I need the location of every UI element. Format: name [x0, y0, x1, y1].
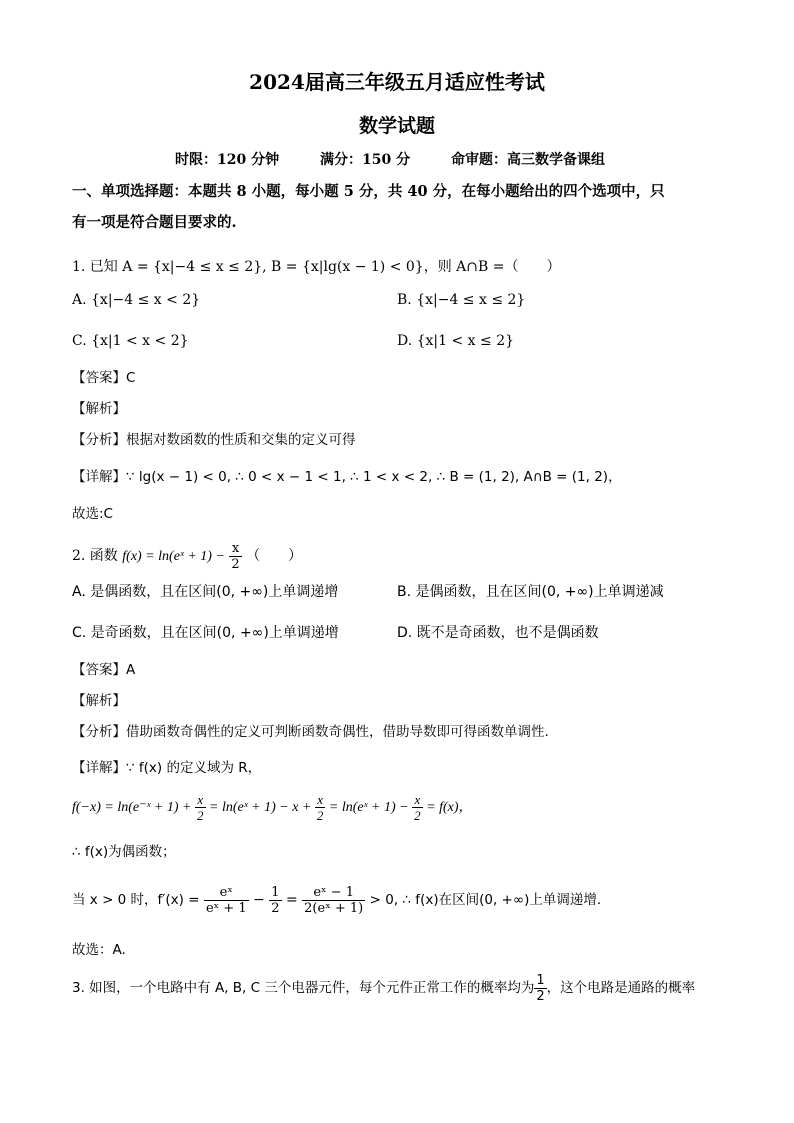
q2-stem: [72, 538, 302, 575]
setter: 命审题：高三数学备课组: [450, 152, 605, 168]
q2-option-a: A. 是偶函数，且在区间(0, +∞)上单调递增: [72, 584, 339, 600]
q2-stem-prefix: 2. 函数: [72, 548, 118, 564]
denominator: 2: [197, 808, 204, 824]
q2-option-d: D. 既不是奇函数，也不是偶函数: [397, 625, 599, 641]
detail-text: ∵ f(x) 的定义域为 R，: [126, 760, 262, 776]
minus-sign: −: [253, 892, 265, 908]
denominator: 2: [316, 808, 324, 824]
q1-option-b: B. {x|−4 ≤ x ≤ 2}: [397, 292, 526, 308]
q1-stem: 1. 已知 A = {x|−4 ≤ x ≤ 2}, B = {x|lg(x − 1) < 0}，则 A∩B =（ ）: [72, 259, 561, 275]
answer-value: A: [126, 662, 136, 678]
numerator: x: [229, 541, 241, 557]
detail2-d: = f(x)，: [426, 800, 473, 815]
q2-analysis-tag: 【解析】: [72, 693, 126, 709]
numerator: 1: [536, 972, 545, 988]
detail2-b: = ln(eˣ + 1) − x +: [209, 800, 312, 815]
numerator: x: [195, 792, 206, 808]
detail-text: ∵ lg(x − 1) < 0, ∴ 0 < x − 1 < 1, ∴ 1 < x < 2, ∴ B = (1, 2), A∩B = (1, 2)，: [126, 469, 622, 485]
q1-detail: [72, 467, 622, 487]
numerator: x: [315, 792, 326, 808]
q3-stem-b: ，这个电路是通路的概率: [546, 980, 696, 996]
q2-answer: [72, 660, 135, 680]
frac-ex-over-ex-plus-1: [204, 885, 249, 916]
full-score: 满分：150 分: [319, 152, 411, 168]
detail-tag: 【详解】: [72, 760, 126, 776]
answer-value: C: [126, 370, 136, 386]
q2-detail4: [72, 880, 601, 920]
q2-stem-formula: f(x) = ln(eˣ + 1) −: [122, 549, 225, 564]
detail2-a: f(−x) = ln(e⁻ˣ + 1) +: [72, 800, 192, 815]
q2-fenxi: [72, 722, 549, 742]
q2-detail3: ∴ f(x)为偶函数；: [72, 844, 176, 860]
detail4-a: 当 x > 0 时，f′(x) =: [72, 892, 200, 908]
answer-tag: 【答案】: [72, 370, 126, 386]
numerator: x: [412, 792, 423, 808]
section-heading-line1: 一、单项选择题：本题共 8 小题，每小题 5 分，共 40 分，在每小题给出的四个选项中，只: [72, 183, 665, 200]
denominator: 2: [231, 556, 240, 572]
frac-one-half: [534, 973, 546, 1004]
denominator: eˣ + 1: [205, 900, 247, 916]
q1-answer: [72, 368, 135, 388]
q1-option-a: A. {x|−4 ≤ x < 2}: [72, 292, 201, 308]
detail-tag: 【详解】: [72, 469, 126, 485]
q3-stem: [72, 972, 695, 1004]
q1-analysis-tag: 【解析】: [72, 401, 126, 417]
subject-title: 数学试题: [358, 115, 435, 137]
detail2-c: = ln(eˣ + 1) −: [328, 800, 409, 815]
denominator: 2(eˣ + 1): [304, 900, 364, 916]
q1-option-d: D. {x|1 < x ≤ 2}: [397, 333, 515, 349]
frac-x-over-2: [195, 792, 206, 823]
q2-detail2: [72, 790, 473, 826]
section-heading-line2: 有一项是符合题目要求的.: [72, 214, 237, 231]
answer-tag: 【答案】: [72, 662, 126, 678]
fenxi-tag: 【分析】: [72, 432, 126, 448]
detail4-b: > 0, ∴ f(x)在区间(0, +∞)上单调递增.: [369, 892, 602, 908]
q2-option-c: C. 是奇函数，且在区间(0, +∞)上单调递增: [72, 625, 339, 641]
q2-stem-fraction: [229, 541, 241, 572]
q1-option-c: C. {x|1 < x < 2}: [72, 333, 189, 349]
frac-one-half: [269, 885, 281, 916]
denominator: 2: [536, 988, 545, 1004]
numerator: 1: [271, 884, 280, 900]
numerator: eˣ: [204, 885, 249, 901]
fenxi-tag: 【分析】: [72, 724, 126, 740]
q1-choose: 故选:C: [72, 506, 113, 522]
fenxi-text: 根据对数函数的性质和交集的定义可得: [126, 432, 356, 448]
fenxi-text: 借助函数奇偶性的定义可判断函数奇偶性，借助导数即可得函数单调性.: [126, 724, 549, 740]
q2-option-b: B. 是偶函数，且在区间(0, +∞)上单调递减: [397, 584, 664, 600]
frac-x-over-2: [315, 792, 326, 823]
exam-info: [175, 150, 605, 170]
equals-sign: =: [285, 892, 298, 908]
numerator: eˣ − 1: [302, 885, 365, 901]
q2-choose: 故选：A.: [72, 942, 126, 958]
exam-title: 2024届高三年级五月适应性考试: [249, 70, 545, 94]
time-limit: 时限：120 分钟: [175, 152, 280, 168]
q3-stem-a: 3. 如图，一个电路中有 A, B, C 三个电器元件，每个元件正常工作的概率均为: [72, 980, 535, 996]
denominator: 2: [414, 808, 421, 824]
denominator: 2: [271, 900, 280, 916]
q2-stem-suffix: （ ）: [246, 548, 303, 564]
frac-x-over-2: [412, 792, 423, 823]
frac-derivative: [302, 885, 365, 916]
q2-detail1: [72, 758, 261, 778]
q1-fenxi: [72, 430, 356, 450]
